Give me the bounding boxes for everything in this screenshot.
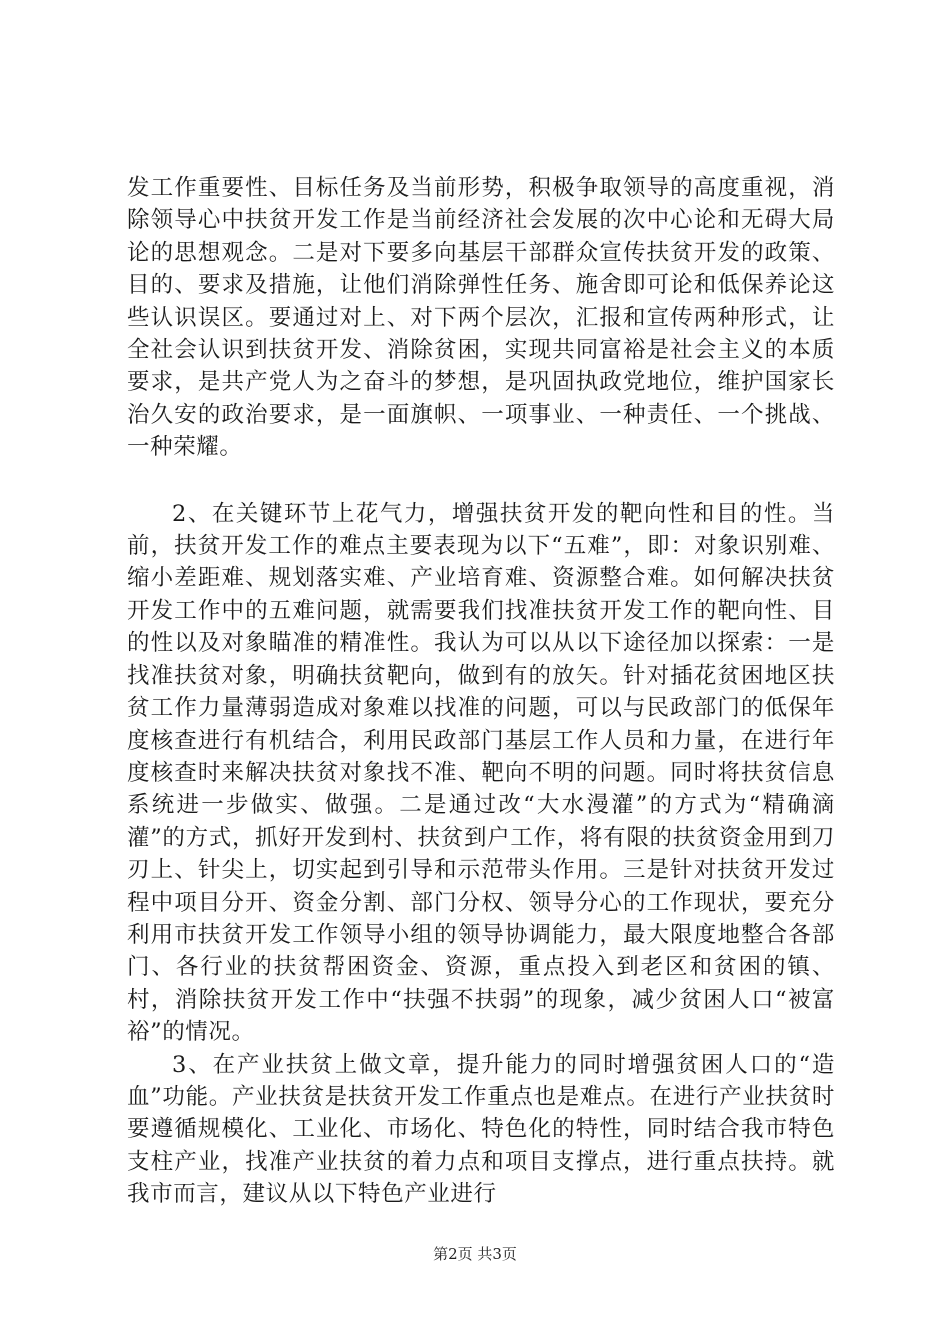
page-footer: 第2页 共3页 <box>433 1245 517 1263</box>
paragraph-item-2: 2、在关键环节上花气力，增强扶贫开发的靶向性和目的性。当前，扶贫开发工作的难点主要表现为以下“五难”，即：对象识别难、缩小差距难、规划落实难、产业培育难、资源整合难。如何解决扶贫开发工作中的五难问题，就需要我们找准扶贫开发工作的靶向性、目的性以及对象瞄准的精准性。我认为可以从以下途径加以探索：一是找准扶贫对象，明确扶贫靶向，做到有的放矢。针对插花贫困地区扶贫工作力量薄弱造成对象难以找准的问题，可以与民政部门的低保年度核查进行有机结合，利用民政部门基层工作人员和力量，在进行年度核查时来解决扶贫对象找不准、靶向不明的问题。同时将扶贫信息系统进一步做实、做强。二是通过改“大水漫灌”的方式为“精确滴灌”的方式，抓好开发到村、扶贫到户工作，将有限的扶贫资金用到刀刃上、针尖上，切实起到引导和示范带头作用。三是针对扶贫开发过程中项目分开、资金分割、部门分权、领导分心的工作现状，要充分利用市扶贫开发工作领导小组的领导协调能力，最大限度地整合各部门、各行业的扶贫帮困资金、资源，重点投入到老区和贫困的镇、村，消除扶贫开发工作中“扶强不扶弱”的现象，减少贫困人口“被富裕”的情况。 <box>127 500 835 1046</box>
paragraph-item-3: 3、在产业扶贫上做文章，提升能力的同时增强贫困人口的“造血”功能。产业扶贫是扶贫开发工作重点也是难点。在进行产业扶贫时要遵循规模化、工业化、市场化、特色化的特性，同时结合我市特色支柱产业，找准产业扶贫的着力点和项目支撑点，进行重点扶持。就我市而言，建议从以下特色产业进行 <box>127 1051 835 1208</box>
body-text <box>127 172 835 1211</box>
paragraph-continuation: 发工作重要性、目标任务及当前形势，积极争取领导的高度重视，消除领导心中扶贫开发工作是当前经济社会发展的次中心论和无碍大局论的思想观念。二是对下要多向基层干部群众宣传扶贫开发的政策、目的、要求及措施，让他们消除弹性任务、施舍即可论和低保养论这些认识误区。要通过对上、对下两个层次，汇报和宣传两种形式，让全社会认识到扶贫开发、消除贫困，实现共同富裕是社会主义的本质要求，是共产党人为之奋斗的梦想，是巩固执政党地位，维护国家长治久安的政治要求，是一面旗帜、一项事业、一种责任、一个挑战、一种荣耀。 <box>127 175 835 461</box>
paragraph-spacer <box>127 464 835 498</box>
